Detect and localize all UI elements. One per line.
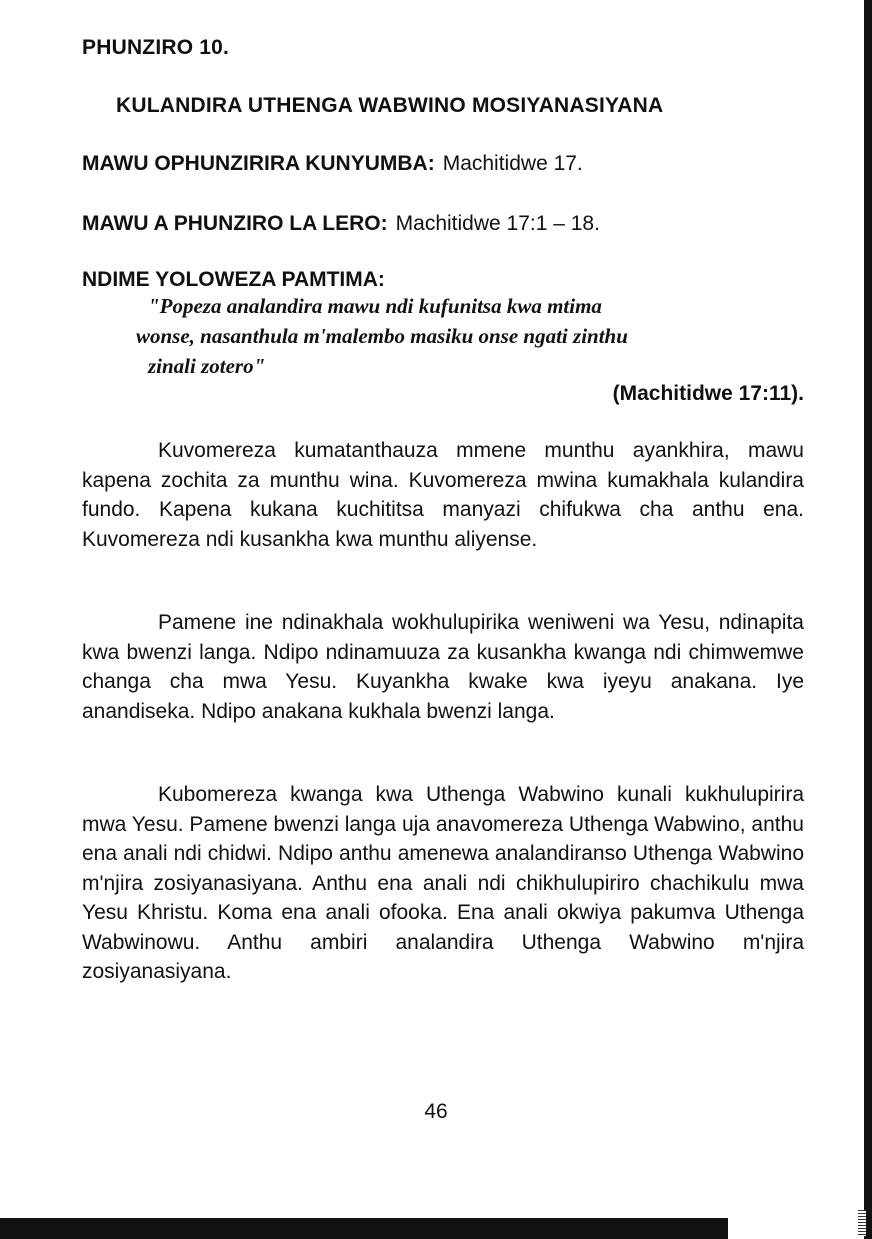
home-reading-line [82,152,583,176]
body-paragraph [82,780,804,987]
paragraph-text: Pamene ine ndinakhala wokhulupirika weniweni wa Yesu, ndinapita kwa bwenzi langa. Ndipo ndinamuuza za kusankha kwanga ndi chimwemwe changa cha mwa Yesu. Kuyankha kwake kwa iyeyu anakana. Iye anandiseka. Ndipo anakana kukhala bwenzi langa. [82,611,804,723]
page-number: 46 [424,1100,448,1123]
lesson-text-line [82,212,600,236]
scan-noise-marks [858,1210,866,1236]
body-paragraph [82,608,804,726]
memory-verse-line: "Popeza analandira mawu ndi kufunitsa kwa mtima [148,294,602,318]
memory-verse-heading: NDIME YOLOWEZA PAMTIMA: [82,268,385,291]
home-reading-value: Machitidwe 17. [442,152,583,175]
body-paragraph [82,436,804,554]
scan-bottom-shadow [0,1218,728,1239]
scan-edge-shadow [864,0,872,1239]
home-reading-label: MAWU OPHUNZIRIRA KUNYUMBA: [82,152,435,175]
lesson-text-label: MAWU A PHUNZIRO LA LERO: [82,212,388,235]
lesson-text-value: Machitidwe 17:1 – 18. [395,212,600,235]
paragraph-text: Kuvomereza kumatanthauza mmene munthu ayankhira, mawu kapena zochita za munthu wina. Kuvomereza mwina kumakhala kulandira fundo. Kapena kukana kuchititsa manyazi chifukwa cha anthu ena. Kuvomereza ndi kusankha kwa munthu aliyense. [82,439,804,551]
lesson-title: KULANDIRA UTHENGA WABWINO MOSIYANASIYANA [116,94,664,117]
memory-verse-reference: (Machitidwe 17:11). [612,382,804,405]
memory-verse-line: wonse, nasanthula m'malembo masiku onse ngati zinthu [136,324,628,348]
lesson-label: PHUNZIRO 10. [82,36,230,59]
memory-verse-line: zinali zotero" [148,354,266,378]
paragraph-text: Kubomereza kwanga kwa Uthenga Wabwino kunali kukhulupirira mwa Yesu. Pamene bwenzi langa uja anavomereza Uthenga Wabwino, anthu ena anali ndi chidwi. Ndipo anthu amenewa analandiranso Uthenga Wabwino m'njira zosiyanasiyana. Anthu ena anali ndi chikhulupiriro chachikulu mwa Yesu Khristu. Koma ena anali ofooka. Ena anali okwiya pakumva Uthenga Wabwinowu. Anthu ambiri analandira Uthenga Wabwino m'njira zosiyanasiyana. [82,783,804,983]
